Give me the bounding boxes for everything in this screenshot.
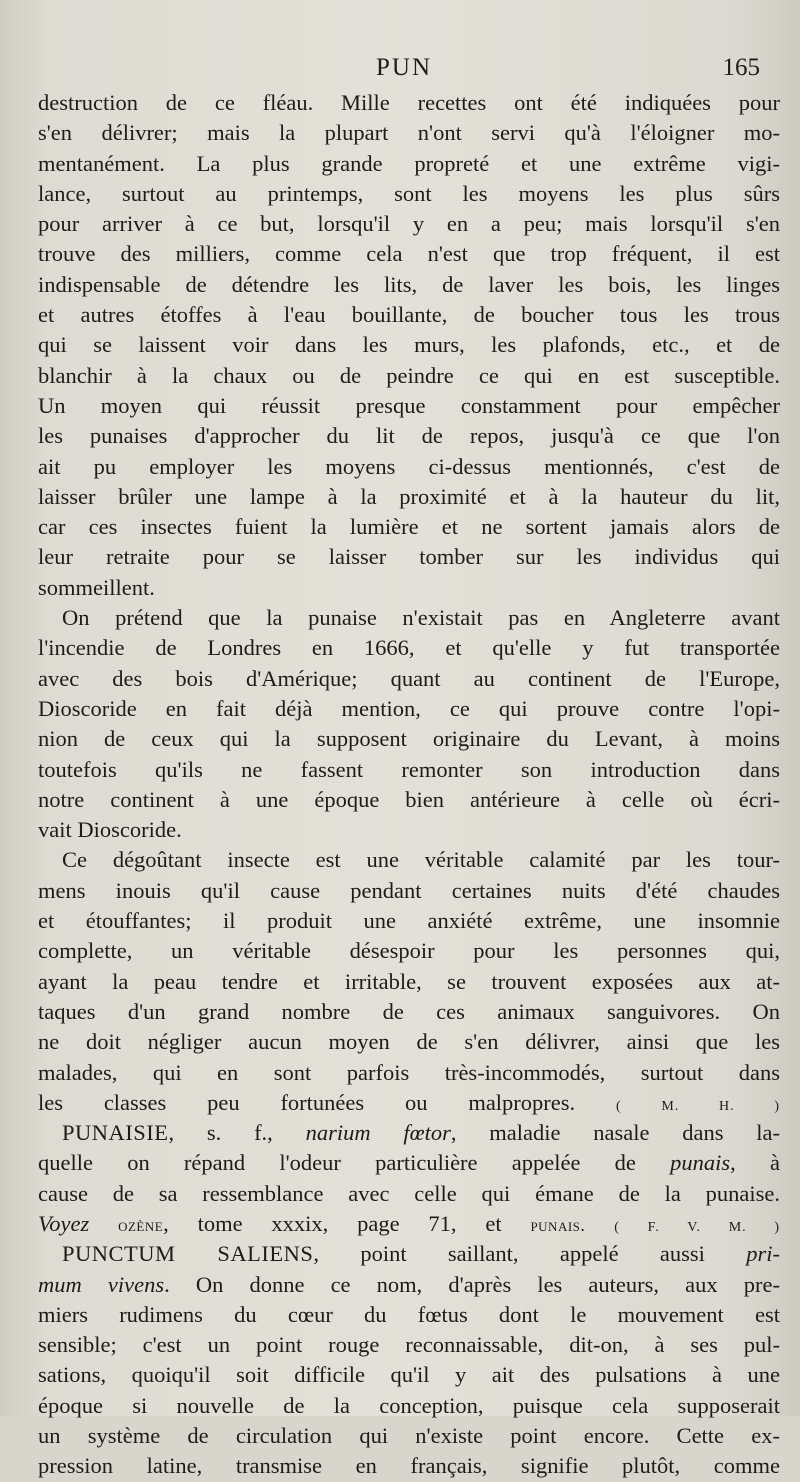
page-number: 165 [722,54,760,81]
text-line: taques d'un grand nombre de ces animaux sanguivores. On [38,998,780,1024]
page-header [38,54,770,90]
author-signature: ( M. H. ) [616,1098,780,1114]
text-line [38,1270,780,1300]
text-fragment: , tome xxxix, page 71, et [163,1210,502,1236]
running-head: PUN [375,54,432,81]
text-line: sations, quoiqu'il soit difficile qu'il y ait des pulsations à une [38,1362,780,1388]
entry-punaisie-line [38,1118,780,1148]
text-line: pour arriver à ce but, lorsqu'il y en a peu; mais lorsqu'il s'en [38,211,780,237]
text-line: époque si nouvelle de la conception, puisque cela supposerait [38,1392,780,1418]
text-line: et étouffantes; il produit une anxiété extrême, une insomnie [38,908,780,934]
text-line: ayant la peau tendre et irritable, se trouvent exposées aux at- [38,968,780,994]
text-line: On prétend que la punaise n'existait pas en Angleterre avant [62,605,780,631]
text-line: laisser brûler une lampe à la proximité et à la hauteur du lit, [38,483,780,509]
cross-ref-punais: punais. [530,1214,586,1235]
page-body [38,88,780,1482]
entry-punctum-line [38,1239,780,1269]
text-fragment: les classes peu fortunées ou malpropres. [38,1089,576,1115]
latin-term: narium fœtor [305,1120,451,1146]
italic-term: punais [670,1150,731,1176]
text-line: sommeillent. [38,574,155,600]
text-line: vait Dioscoride. [38,817,182,843]
text-line: trouve des milliers, comme cela n'est que trop fréquent, il est [38,241,780,267]
entry-term: PUNAISIE [62,1120,169,1146]
entry-term: PUNCTUM SALIENS [62,1241,314,1267]
author-signature: ( F. V. M. ) [614,1219,781,1235]
cross-ref-ozene: ozène [118,1214,164,1235]
text-line: l'incendie de Londres en 1666, et qu'elle y fut transportée [38,635,780,661]
text-line: indispensable de détendre les lits, de laver les bois, les linges [38,271,780,297]
text-line-with-signature [38,1209,780,1239]
text-line: cause de sa ressemblance avec celle qui émane de la punaise. [38,1180,780,1206]
text-line: s'en délivrer; mais la plupart n'ont servi qu'à l'éloigner mo- [38,120,780,146]
text-line: leur retraite pour se laisser tomber sur les individus qui [38,544,780,570]
text-line: car ces insectes fuient la lumière et ne sortent jamais alors de [38,514,780,540]
cross-ref-voyez: Voyez [38,1210,90,1236]
text-line: mentanément. La plus grande propreté et une extrême vigi- [38,150,780,176]
text-line: blanchir à la chaux ou de peindre ce qui en est susceptible. [38,362,780,388]
text-line: ait pu employer les moyens ci-dessus mentionnés, c'est de [38,453,780,479]
text-fragment: quelle on répand l'odeur particulière appelée de [38,1150,636,1176]
text-line: lance, surtout au printemps, sont les moyens les plus sûrs [38,180,780,206]
text-fragment: , point saillant, appelé aussi [313,1241,705,1267]
text-line: Ce dégoûtant insecte est une véritable calamité par les tour- [62,847,780,873]
text-line: sensible; c'est un point rouge reconnaissable, dit-on, à ses pul- [38,1332,780,1358]
latin-term: pri- [746,1241,780,1267]
text-line [38,1148,780,1178]
text-line: toutefois qu'ils ne fassent remonter son introduction dans [38,756,780,782]
text-line: qui se laissent voir dans les murs, les plafonds, etc., et de [38,332,780,358]
latin-term: mum vivens [38,1271,165,1297]
text-line: nion de ceux qui la supposent originaire du Levant, à moins [38,726,780,752]
text-line: un système de circulation qui n'existe point encore. Cette ex- [38,1423,780,1449]
text-fragment: . On donne ce nom, d'après les auteurs, aux pre- [164,1271,780,1297]
text-line: ne doit négliger aucun moyen de s'en délivrer, ainsi que les [38,1029,780,1055]
text-fragment: , à [730,1150,780,1176]
text-line: complette, un véritable désespoir pour les personnes qui, [38,938,780,964]
text-line: destruction de ce fléau. Mille recettes ont été indiquées pour [38,90,780,115]
text-fragment: , s. f., [168,1120,306,1146]
text-line: malades, qui en sont parfois très-incommodés, surtout dans [38,1059,780,1085]
text-line: pression latine, transmise en français, signifie plutôt, comme [38,1453,780,1479]
text-fragment: , maladie nasale dans la- [450,1120,781,1146]
text-line: et autres étoffes à l'eau bouillante, de boucher tous les trous [38,302,780,328]
text-line: avec des bois d'Amérique; quant au continent de l'Europe, [38,665,780,691]
text-line: Un moyen qui réussit presque constamment pour empêcher [38,392,780,418]
text-line: notre continent à une époque bien antérieure à celle où écri- [38,786,780,812]
text-line: miers rudimens du cœur du fœtus dont le mouvement est [38,1301,780,1327]
text-line: les punaises d'approcher du lit de repos, jusqu'à ce que l'on [38,423,780,449]
text-line-with-signature [38,1088,780,1118]
text-line: Dioscoride en fait déjà mention, ce qui prouve contre l'opi- [38,695,780,721]
text-line: mens inouis qu'il cause pendant certaines nuits d'été chaudes [38,877,780,903]
